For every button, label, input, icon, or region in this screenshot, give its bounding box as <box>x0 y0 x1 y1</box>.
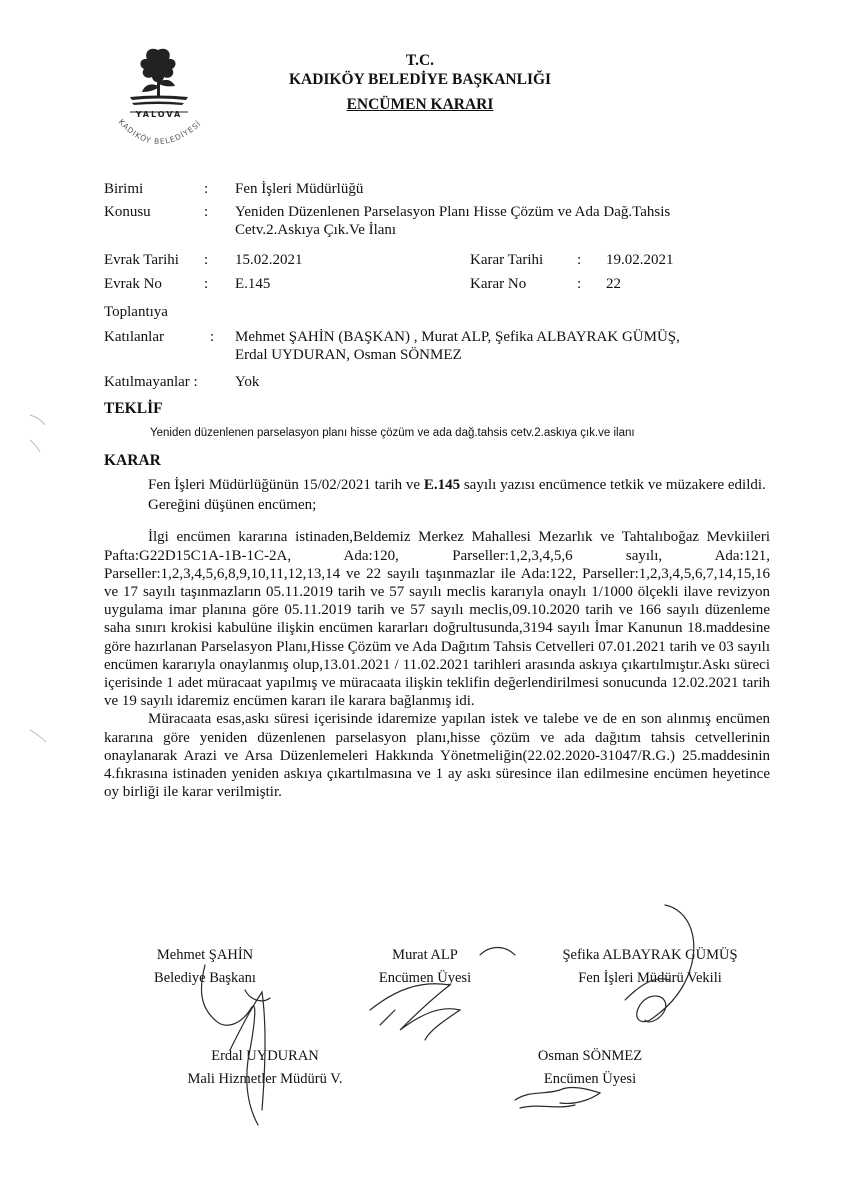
evrak-tarihi-label: Evrak Tarihi <box>104 252 179 268</box>
konusu-value-line2: Cetv.2.Askıya Çık.Ve İlanı <box>235 222 397 238</box>
signer-name: Murat ALP <box>392 947 458 963</box>
signer-title: Fen İşleri Müdürü Vekili <box>578 970 722 986</box>
karar-paragraph-4: Müracaata esas,askı süresi içerisinde idaremize yapılan istek ve talebe ve de en son alınmış encümen kararına göre yeniden düzenlenen parselasyon planı,hisse çözüm ve ada dağıtım tahsis cetvellerinin onaylanarak Arazi ve Arsa Düzenlemeleri Hakkında Yönetmeliğin(22.02.2020-31047/R.G.) 25.maddesinin 4.fıkrasına istinaden yeniden askıya çıkartılmasına ve 1 ay askı süresince ilan edilmesine encümen heyetince oy birliği ile karar verilmiştir. <box>104 711 770 801</box>
colon: : <box>204 252 209 268</box>
evrak-no-value: E.145 <box>235 276 271 292</box>
signer-name: Şefika ALBAYRAK GÜMÜŞ <box>562 947 738 963</box>
evrak-tarihi-value: 15.02.2021 <box>235 252 303 268</box>
birimi-value: Fen İşleri Müdürlüğü <box>235 181 364 197</box>
colon: : <box>210 329 215 345</box>
konusu-label: Konusu <box>104 204 151 220</box>
colon: : <box>204 276 209 292</box>
katilanlar-value-line1: Mehmet ŞAHİN (BAŞKAN) , Murat ALP, Şefika ALBAYRAK GÜMÜŞ, <box>235 329 680 345</box>
karar-paragraph-3: İlgi encümen kararına istinaden,Beldemiz Merkez Mahallesi Mezarlık ve Tahtalıboğaz Mevkiileri Pafta:G22D15C1A-1B-1C-2A, Ada:120, Parseller:1,2,3,4,5,6 sayılı, Ada:121, Parseller:1,2,3,4,5,6,8,9,10,11,12,13,14 ve 22 sayılı taşınmazlar ile Ada:122, Parseller:1,2,3,4,5,6,7,14,15,16 ve 17 sayılı taşınmazların 05.11.2019 tarih ve 57 sayılı meclis kararıyla onaylı 1/1000 ölçekli ilave revizyon uygulama imar planına göre 05.11.2019 tarih ve 57 sayılı meclis,09.10.2020 tarih ve 166 sayılı düzenleme saha sınırı krokisi kabulüne ilişkin encümen kararları doğrultusunda,3194 sayılı İmar Kanunun 18.maddesine göre hazırlanan Parselasyon Planı,Hisse Çözüm ve Ada Dağıtım Tahsis Cetvelleri 07.01.2021 tarih ve 03 sayılı encümen kararıyla onaylanmış olup,13.01.2021 / 11.02.2021 tarihleri arasında askıya çıkartılmıştır.Askı süreci içerisinde 1 adet müracaat yapılmış ve müracaata ilişkin teklifin değerlendirilmesi sonucunda 12.02.2021 tarih ve 19 sayılı idaremiz encümen kararı ile karara bağlanmış idi. <box>104 529 770 710</box>
signer-title: Encümen Üyesi <box>543 1071 637 1087</box>
logo-text-top: YALOVA <box>135 110 183 119</box>
header-document-type: ENCÜMEN KARARI <box>346 96 494 113</box>
karar-tarihi-value: 19.02.2021 <box>606 252 674 268</box>
birimi-label: Birimi <box>104 181 144 197</box>
katilmayanlar-value: Yok <box>235 374 260 390</box>
katilanlar-label: Katılanlar <box>104 329 164 345</box>
signer-title: Encümen Üyesi <box>378 970 472 986</box>
header-tc: T.C. <box>405 52 435 69</box>
teklif-heading: TEKLİF <box>104 400 163 417</box>
toplanti-label: Toplantıya <box>104 304 168 320</box>
konusu-value-line1: Yeniden Düzenlenen Parselasyon Planı Hisse Çözüm ve Ada Dağ.Tahsis <box>235 204 671 220</box>
evrak-no-bold: E.145 <box>423 477 461 493</box>
colon: : <box>577 252 582 268</box>
colon: : <box>577 276 582 292</box>
evrak-no-label: Evrak No <box>104 276 162 292</box>
colon: : <box>204 181 209 197</box>
karar-heading: KARAR <box>104 452 161 469</box>
signer-title: Belediye Başkanı <box>154 970 256 986</box>
karar-tarihi-label: Karar Tarihi <box>470 252 544 268</box>
signer-title: Mali Hizmetler Müdürü V. <box>187 1071 343 1087</box>
signer-name: Mehmet ŞAHİN <box>156 947 254 963</box>
katilmayanlar-label: Katılmayanlar : <box>104 374 198 390</box>
logo-text-ring: KADIKÖY BELEDİYESİ <box>116 117 203 147</box>
header-institution: KADIKÖY BELEDİYE BAŞKANLIĞI <box>288 71 552 88</box>
katilanlar-value-line2: Erdal UYDURAN, Osman SÖNMEZ <box>235 347 462 363</box>
colon: : <box>204 204 209 220</box>
karar-no-value: 22 <box>606 276 621 292</box>
karar-paragraph-1: Fen İşleri Müdürlüğünün 15/02/2021 tarih ve E.145 sayılı yazısı encümence tetkik ve müzakere edildi. <box>148 477 766 493</box>
karar-no-label: Karar No <box>470 276 527 292</box>
karar-paragraph-2: Gereğini düşünen encümen; <box>148 497 317 514</box>
signer-name: Erdal UYDURAN <box>211 1048 319 1064</box>
signer-name: Osman SÖNMEZ <box>537 1048 643 1064</box>
teklif-text: Yeniden düzenlenen parselasyon planı hisse çözüm ve ada dağ.tahsis cetv.2.askıya çık.ve ilanı <box>150 427 635 439</box>
